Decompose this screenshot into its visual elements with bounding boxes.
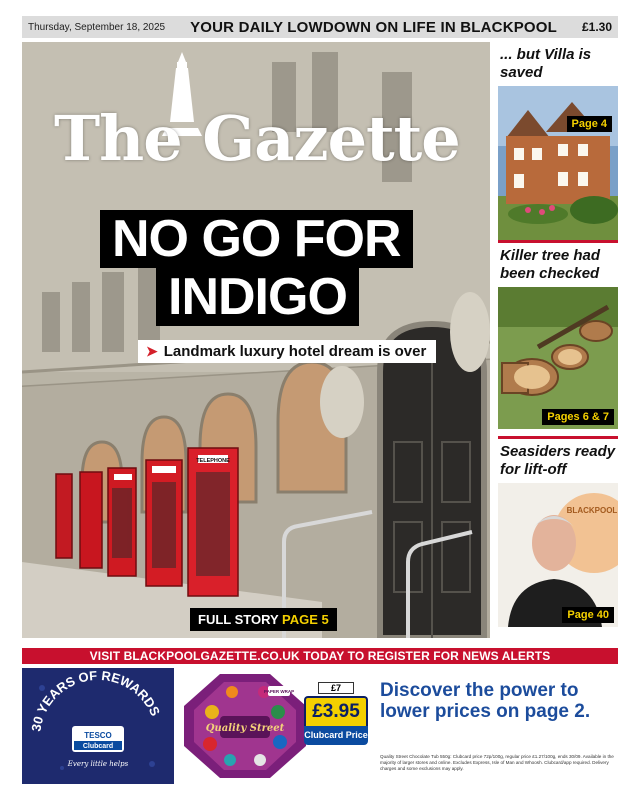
- tree-photo: [498, 287, 618, 429]
- paper-wrap-label: PAPER WRAP: [263, 689, 295, 694]
- full-story-page: PAGE 5: [282, 612, 329, 627]
- side-story-seasiders[interactable]: [498, 436, 618, 627]
- clubcard-price-value: £3.95: [304, 696, 368, 726]
- lead-headline[interactable]: [100, 210, 413, 326]
- tesco-advert[interactable]: [22, 668, 618, 784]
- issue-date: Thursday, September 18, 2025: [28, 21, 166, 33]
- script-line: Every little helps: [67, 760, 129, 768]
- clubcard-price-label: Clubcard Price: [304, 726, 368, 745]
- page-badge: Pages 6 & 7: [542, 409, 614, 425]
- news-alerts-banner[interactable]: VISIT BLACKPOOLGAZETTE.CO.UK TODAY TO REGISTER FOR NEWS ALERTS: [22, 648, 618, 664]
- phone-box-sign: TELEPHONE: [196, 458, 230, 464]
- rewards-panel: [22, 668, 174, 784]
- side-story-title: Killer tree had been checked: [500, 247, 601, 282]
- standfirst: [138, 340, 436, 363]
- ad-headline: Discover the power to lower prices on page 2.: [380, 680, 591, 722]
- side-story-tree[interactable]: [498, 240, 618, 429]
- page-badge: Page 4: [567, 116, 612, 132]
- masthead[interactable]: The Gazette: [54, 102, 460, 175]
- headline-line-2: INDIGO: [156, 268, 359, 326]
- side-story-title: Seasiders ready for lift-off: [500, 443, 616, 478]
- quality-street-tub: [182, 672, 308, 780]
- clubcard-label: Clubcard: [82, 743, 114, 750]
- ad-small-print: Quality Street Chocolate Tub 550g: Clubcard price 72p/100g, regular price £1.27/100g, ends 30/09. Available in the majority of larger stores and online. Excludes Express, Isle of Man and Whoosh. Clubcard/app required. Delivery charges and some exclusions may apply.: [380, 754, 614, 771]
- crest-text: BLACKPOOL: [566, 506, 618, 515]
- lead-photo[interactable]: [22, 42, 490, 638]
- villa-photo: [498, 86, 618, 240]
- price-tag: [304, 682, 368, 745]
- product-name: Quality Street: [205, 723, 285, 734]
- rewards-arc-text: 30 YEARS OF REWARDS: [28, 668, 164, 733]
- was-price: £7: [318, 682, 354, 694]
- side-story-villa[interactable]: [498, 42, 618, 240]
- arrow-icon: ➤: [146, 343, 158, 359]
- cover-price: £1.30: [581, 20, 612, 34]
- full-story-label: FULL STORY: [198, 612, 279, 627]
- standfirst-text: Landmark luxury hotel dream is over: [163, 343, 427, 360]
- headline-line-1: NO GO FOR: [100, 210, 413, 268]
- top-strip: [22, 16, 618, 38]
- manager-photo: [498, 483, 618, 627]
- page-badge: Page 40: [562, 607, 614, 623]
- tagline: YOUR DAILY LOWDOWN ON LIFE IN BLACKPOOL: [190, 18, 558, 36]
- full-story-button[interactable]: [190, 608, 337, 631]
- tesco-label: TESCO: [84, 731, 112, 740]
- side-story-title: ... but Villa is saved: [500, 46, 592, 81]
